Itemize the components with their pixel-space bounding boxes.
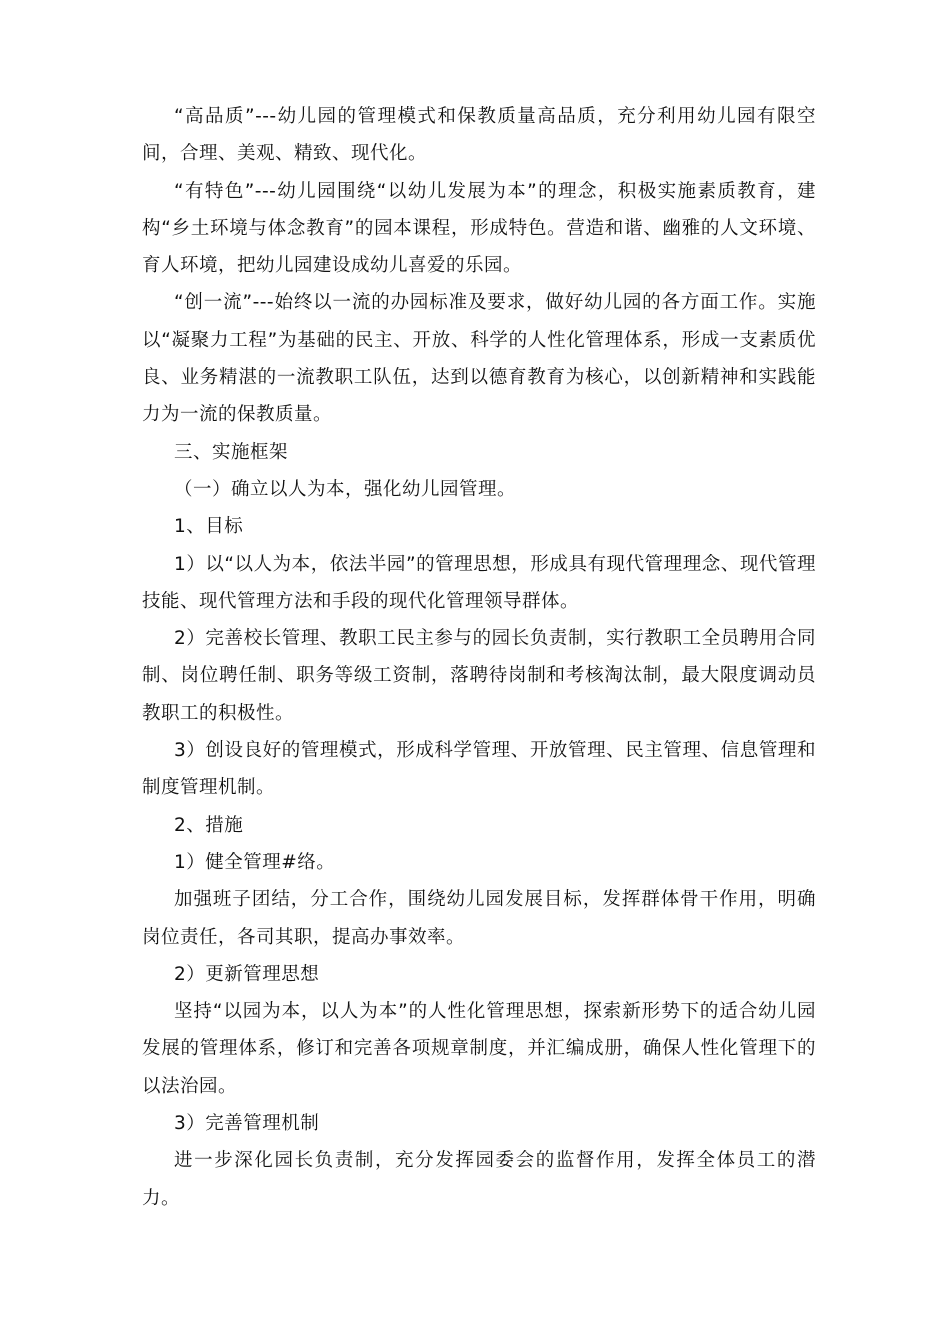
measure-item-2-body: 坚持“以园为本，以人为本”的人性化管理思想，探索新形势下的适合幼儿园发展的管理体系，修订和完善各项规章制度，并汇编成册，确保人性化管理下的以法治园。 xyxy=(142,1001,816,1097)
goal-item-3: 3）创设良好的管理模式，形成科学管理、开放管理、民主管理、信息管理和制度管理机制。 xyxy=(142,740,816,799)
paragraph-you-te-se: “有特色”---幼儿园围绕“以幼儿发展为本”的理念，积极实施素质教育，建构“乡土环境与体念教育”的园本课程，形成特色。营造和谐、幽雅的人文环境、育人环境，把幼儿园建设成幼儿喜爱的乐园。 xyxy=(142,180,816,277)
paragraph-chuang-yi-liu: “创一流”---始终以一流的办园标准及要求，做好幼儿园的各方面工作。实施以“凝聚力工程”为基础的民主、开放、科学的人性化管理体系，形成一支素质优良、业务精湛的一流教职工队伍，达到以德育教育为核心，以创新精神和实践能力为一流的保教质量。 xyxy=(142,292,816,426)
goal-item-1: 1）以“以人为本，依法半园”的管理思想，形成具有现代管理理念、现代管理技能、现代管理方法和手段的现代化管理领导群体。 xyxy=(142,553,816,612)
heading-measures: 2、措施 xyxy=(174,814,244,836)
measure-item-1-heading: 1）健全管理#络。 xyxy=(174,851,336,873)
subsection-heading-people-oriented: （一）确立以人为本，强化幼儿园管理。 xyxy=(174,478,517,500)
measure-item-3-heading: 3）完善管理机制 xyxy=(174,1113,320,1135)
measure-item-2-heading: 2）更新管理思想 xyxy=(174,963,320,985)
section-heading-implementation-framework: 三、实施框架 xyxy=(174,441,289,463)
goal-item-2: 2）完善校长管理、教职工民主参与的园长负责制，实行教职工全员聘用合同制、岗位聘任制、职务等级工资制，落聘待岗制和考核淘汰制，最大限度调动员教职工的积极性。 xyxy=(142,628,816,724)
measure-item-1-body: 加强班子团结，分工合作，围绕幼儿园发展目标，发挥群体骨干作用，明确岗位责任，各司其职，提高办事效率。 xyxy=(142,889,816,948)
heading-goals: 1、目标 xyxy=(174,516,244,538)
paragraph-gao-pin-zhi: “高品质”---幼儿园的管理模式和保教质量高品质，充分利用幼儿园有限空间，合理、美观、精致、现代化。 xyxy=(142,106,816,165)
document-body xyxy=(142,98,816,1217)
measure-item-3-body: 进一步深化园长负责制，充分发挥园委会的监督作用，发挥全体员工的潜力。 xyxy=(142,1150,816,1209)
